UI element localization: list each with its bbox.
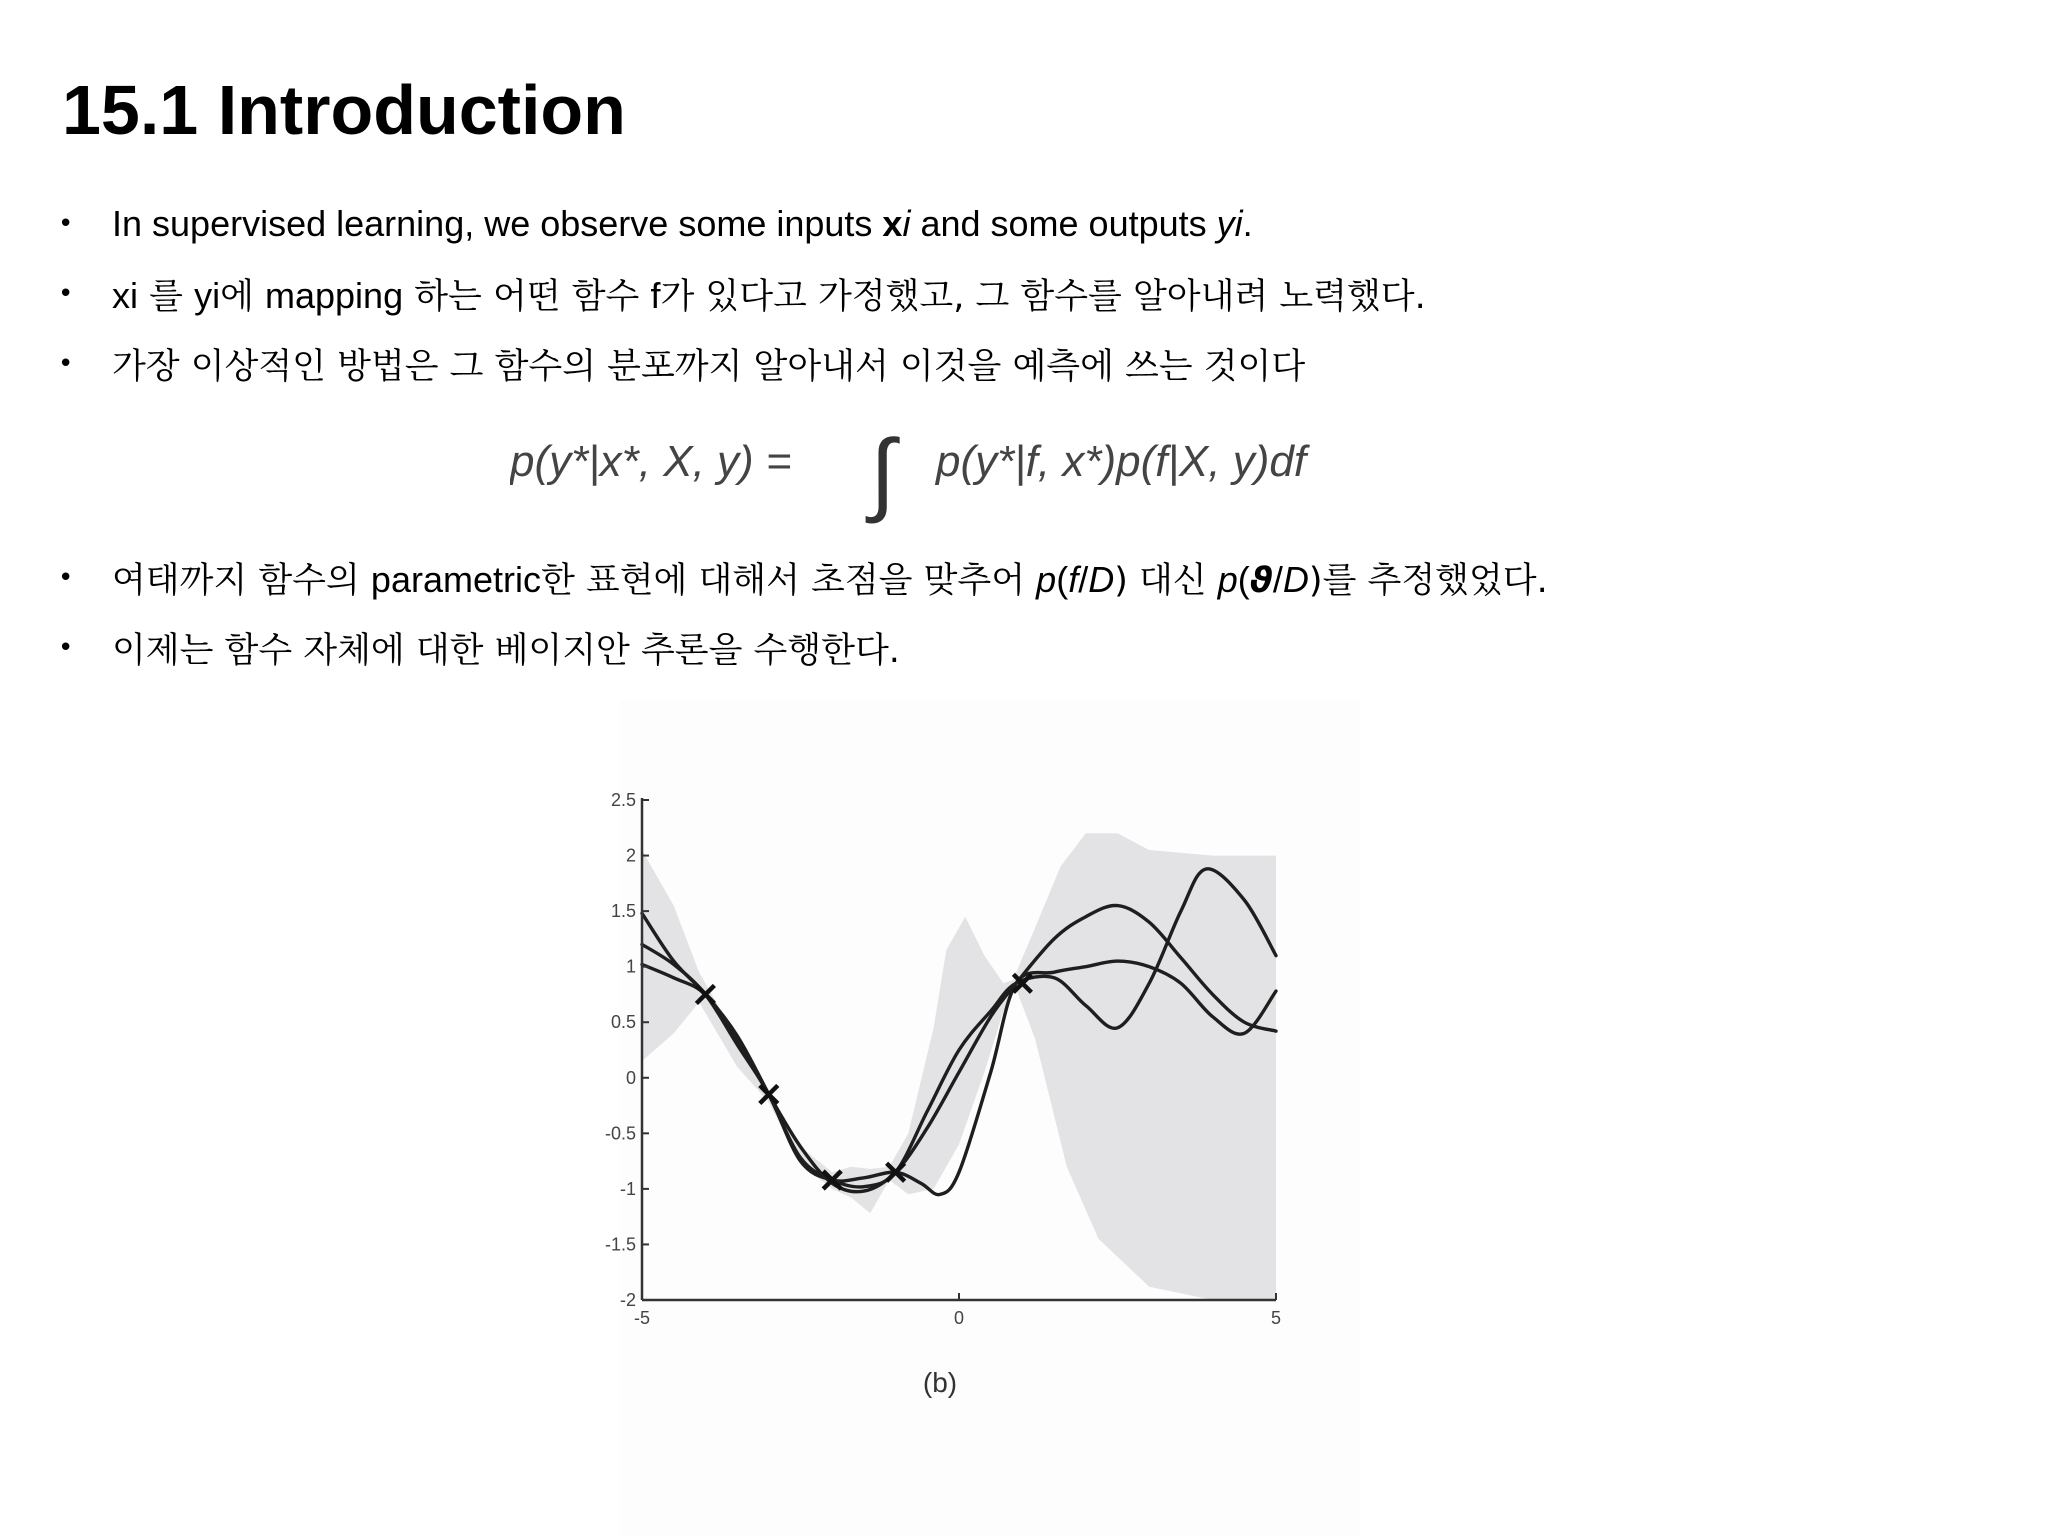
text-run: 가 있다고 가정했고, 그 함수를 알아내려 노력했다. — [660, 277, 1426, 317]
bullet-text — [112, 553, 1548, 603]
x-tick-label: 5 — [1270, 1308, 1282, 1328]
predictive-distribution-equation — [510, 410, 1510, 540]
bullet-text — [112, 203, 1253, 245]
text-run-mapping: mapping — [265, 275, 404, 316]
text-run-italic-i: i — [902, 203, 911, 244]
text-run-yi: yi — [194, 275, 221, 316]
text-run: 를 — [138, 277, 195, 317]
bullet-text: 이제는 함수 자체에 대한 베이지안 추론을 수행한다. — [112, 631, 900, 671]
text-run: 한 표현에 대해서 초점을 맞추어 — [540, 561, 1037, 601]
confidence-band — [642, 833, 1276, 1300]
x-tick-label: -5 — [633, 1308, 651, 1328]
text-run-theta: ϑ — [1249, 561, 1273, 601]
text-run: )를 추정했었다. — [1308, 561, 1548, 601]
bullet-ideal-method — [58, 334, 2018, 394]
y-tick-label: 1 — [625, 956, 636, 977]
integral-sign: ∫ — [870, 422, 896, 524]
bullet-supervised-learning — [58, 194, 2018, 254]
y-tick-label: -1 — [619, 1178, 636, 1199]
text-run: 하는 어떤 함수 — [403, 277, 651, 317]
text-run: ) 대신 — [1114, 561, 1218, 601]
text-run: In supervised learning, we observe some inputs — [112, 203, 883, 244]
bullet-marker: • — [58, 563, 74, 593]
confidence-band-layer — [642, 833, 1276, 1300]
y-tick-label: 1.5 — [610, 901, 636, 922]
y-tick-label: 2 — [625, 845, 636, 866]
text-run-parametric: parametric — [370, 559, 541, 600]
text-run: ( — [1056, 559, 1069, 600]
text-run: ( — [1237, 559, 1250, 600]
text-run-d: D — [1282, 559, 1309, 600]
slide-title: 15.1 Introduction — [62, 71, 626, 149]
y-tick-label: 2.5 — [610, 790, 636, 810]
text-run: / — [1272, 559, 1283, 600]
bullet-marker: • — [58, 279, 74, 309]
text-run-p: p — [1217, 559, 1238, 600]
figure-caption: (b) — [922, 1367, 958, 1398]
bullet-bayesian-inference — [58, 618, 2018, 678]
y-tick-label: 0.5 — [610, 1012, 636, 1033]
text-run: / — [1078, 559, 1089, 600]
bullet-marker: • — [58, 349, 74, 379]
y-tick-label: -0.5 — [604, 1123, 636, 1144]
equation-rhs: p(y*|f, x*)p(f|X, y)df — [936, 437, 1307, 486]
x-tick-label: 0 — [953, 1308, 965, 1328]
gaussian-process-figure — [560, 780, 1320, 1420]
text-run-d: D — [1088, 559, 1115, 600]
y-tick-label: -1.5 — [604, 1234, 636, 1255]
y-tick-label: 0 — [625, 1067, 636, 1088]
text-run-xi: xi — [112, 275, 138, 316]
text-run-p: p — [1036, 559, 1057, 600]
bullet-mapping-function — [58, 264, 2018, 324]
text-run-f: f — [1068, 559, 1079, 600]
text-run-bold-x: x — [882, 203, 903, 244]
bullet-marker: • — [58, 633, 74, 663]
text-run: 여태까지 함수의 — [112, 561, 371, 601]
bullet-parametric-representation — [58, 548, 2018, 608]
equation-lhs: p(y*|x*, X, y) = — [510, 437, 792, 486]
text-run: . — [1242, 203, 1253, 244]
bullet-marker: • — [58, 209, 74, 239]
text-run: and some outputs — [910, 203, 1217, 244]
text-run: 에 — [220, 277, 265, 317]
bullet-text — [112, 269, 1426, 319]
y-tick-label: -2 — [619, 1290, 636, 1310]
text-run-italic-yi: yi — [1216, 203, 1243, 244]
text-run-f: f — [650, 275, 661, 316]
bullet-text: 가장 이상적인 방법은 그 함수의 분포까지 알아내서 이것을 예측에 쓰는 것이다 — [112, 347, 1306, 387]
